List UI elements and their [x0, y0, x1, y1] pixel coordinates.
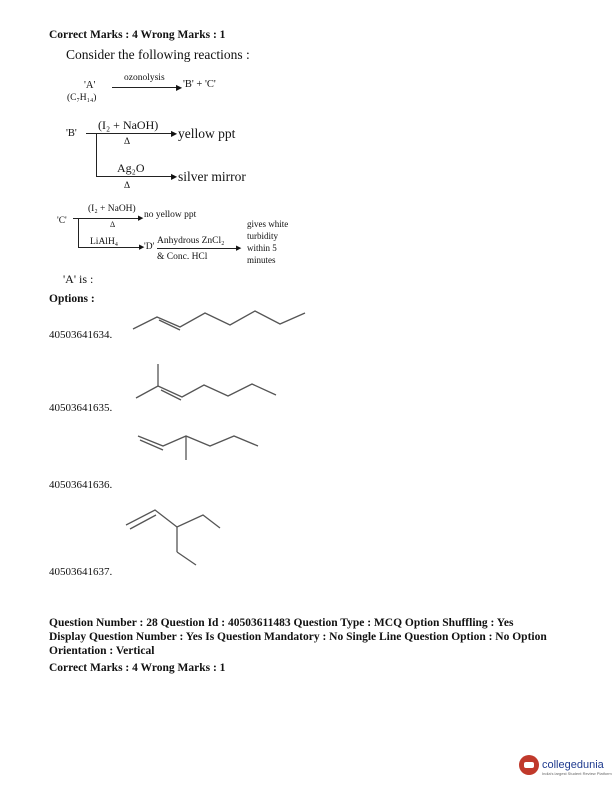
conc-hcl: & Conc. HCl [157, 252, 208, 262]
logo-tagline: India's largest Student Review Platform [542, 771, 612, 776]
lialh4-reagent: LiAlH₄ [90, 237, 119, 247]
yellow-ppt: yellow ppt [178, 126, 236, 141]
logo-icon [519, 755, 539, 775]
products-b-c: 'B' + 'C' [183, 79, 216, 90]
lucas-result-4: minutes [247, 255, 276, 265]
reactant-a: 'A' [84, 80, 96, 91]
arrow-head: ▶ [171, 129, 178, 138]
label-b: 'B' [66, 128, 77, 139]
options-label: Options : [49, 293, 95, 305]
question-intro: Consider the following reactions : [66, 47, 250, 62]
delta-3: Δ [110, 220, 116, 229]
lucas-result-2: turbidity [247, 231, 278, 241]
delta-1: Δ [124, 137, 131, 147]
zncl2-reagent: Anhydrous ZnCl₂ [157, 236, 225, 246]
option-4-id[interactable]: 40503641637. [49, 566, 113, 578]
arrow-head: ▶ [138, 214, 144, 222]
silver-mirror: silver mirror [178, 169, 246, 184]
arrow-head: ▶ [176, 83, 183, 92]
next-question-marks: Correct Marks : 4 Wrong Marks : 1 [49, 662, 226, 674]
delta-2: Δ [124, 181, 131, 191]
next-question-line-3: Orientation : Vertical [49, 645, 155, 657]
lucas-result-3: within 5 [247, 243, 277, 253]
option-2-id[interactable]: 40503641635. [49, 402, 113, 414]
label-c: 'C' [57, 216, 67, 226]
question-prompt: 'A' is : [63, 272, 94, 286]
intermediate-d: 'D' [144, 242, 155, 252]
logo-text: collegedunia [542, 759, 604, 771]
next-question-line-1: Question Number : 28 Question Id : 40503611483 Question Type : MCQ Option Shuffling : Yes [49, 617, 514, 629]
iodoform-reagent-c: (I₂ + NaOH) [88, 204, 136, 214]
ag2o-reagent: Ag₂O [117, 161, 145, 175]
arrow-head: ▶ [236, 244, 242, 252]
arrow-head: ▶ [171, 172, 178, 181]
lucas-result-1: gives white [247, 219, 289, 229]
next-question-line-2: Display Question Number : Yes Is Question Mandatory : No Single Line Question Option : No Option [49, 631, 547, 643]
ozonolysis-label: ozonolysis [124, 73, 165, 83]
option-1-id[interactable]: 40503641634. [49, 329, 113, 341]
iodoform-reagent: (I₂ + NaOH) [98, 118, 159, 132]
reactant-a-formula: (C₇H₁₄) [67, 93, 97, 103]
option-3-id[interactable]: 40503641636. [49, 479, 113, 491]
arrow-head: ▶ [139, 243, 145, 251]
marks-header: Correct Marks : 4 Wrong Marks : 1 [49, 29, 226, 41]
no-yellow-ppt: no yellow ppt [144, 210, 197, 220]
